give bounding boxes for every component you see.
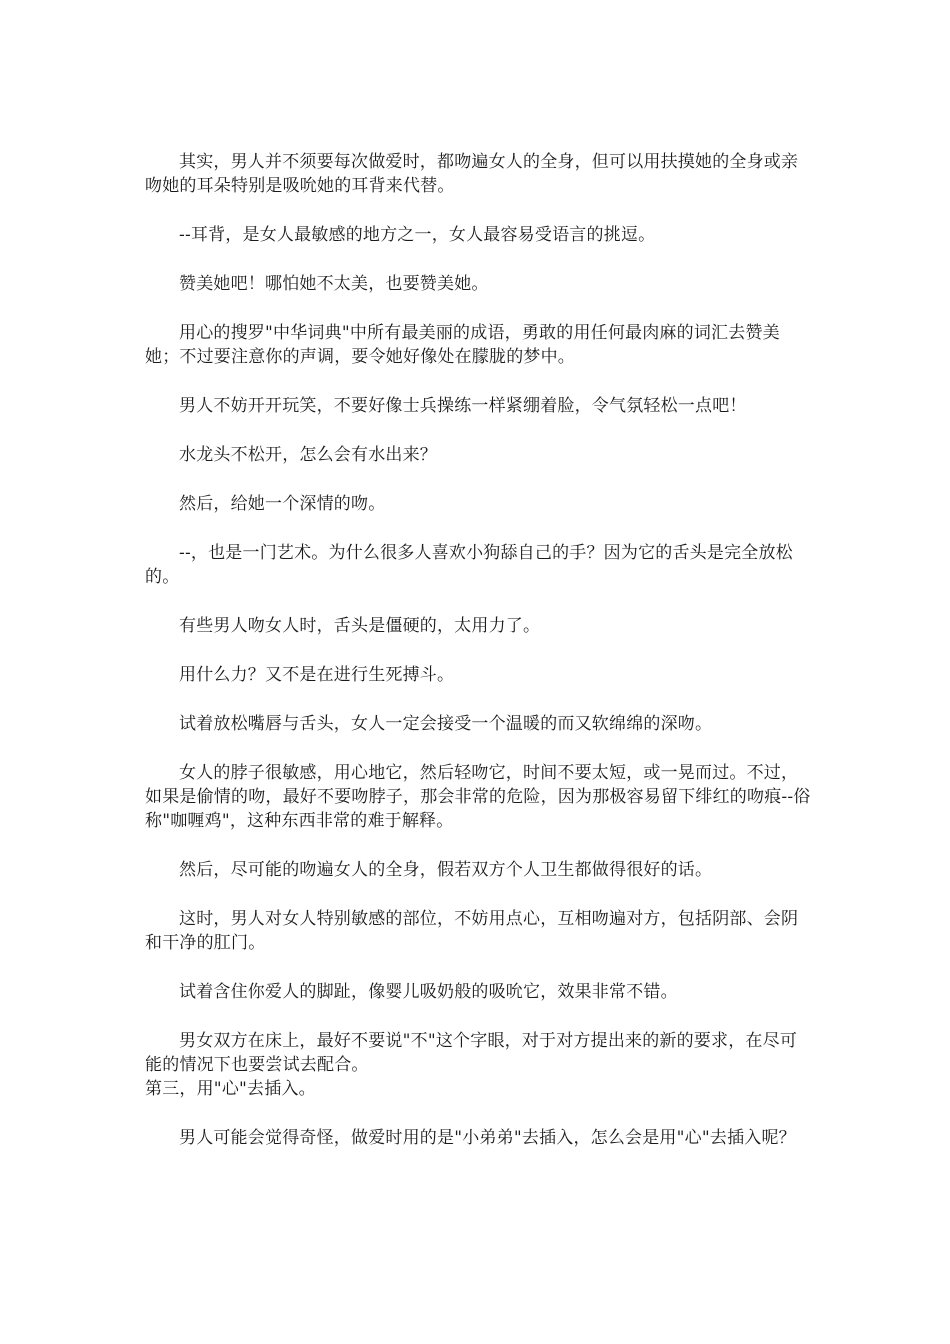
paragraph: 男人可能会觉得奇怪，做爱时用的是"小弟弟"去插入，怎么会是用"心"去插入呢？ (179, 1128, 796, 1148)
paragraph: 试着含住你爱人的脚趾，像婴儿吸奶般的吸吮它，效果非常不错。 (179, 982, 678, 1002)
paragraph: 用心的搜罗"中华词典"中所有最美丽的成语，勇敢的用任何最肉麻的词汇去赞美她；不过要注意你的声调，要令她好像处在朦胧的梦中。 (145, 323, 780, 367)
paragraph: --，也是一门艺术。为什么很多人喜欢小狗舔自己的手？因为它的舌头是完全放松的。 (145, 543, 793, 587)
paragraph: 女人的脖子很敏感，用心地它，然后轻吻它，时间不要太短，或一晃而过。不过，如果是偷情的吻，最好不要吻脖子，那会非常的危险，因为那极容易留下绯红的吻痕--俗称"咖喱鸡"，这种东西非常的难于解释。 (145, 763, 811, 831)
paragraph: 然后，给她一个深情的吻。 (179, 494, 386, 514)
paragraph: 男人不妨开开玩笑，不要好像士兵操练一样紧绷着脸，令气氛轻松一点吧！ (179, 396, 747, 416)
paragraph: 试着放松嘴唇与舌头，女人一定会接受一个温暖的而又软绵绵的深吻。 (179, 714, 713, 734)
paragraph: 用什么力？又不是在进行生死搏斗。 (179, 665, 455, 685)
paragraph: 然后，尽可能的吻遍女人的全身，假若双方个人卫生都做得很好的话。 (179, 860, 713, 880)
paragraph: 有些男人吻女人时，舌头是僵硬的，太用力了。 (179, 616, 541, 636)
paragraph: 男女双方在床上，最好不要说"不"这个字眼，对于对方提出来的新的要求，在尽可能的情况下也要尝试去配合。 (145, 1031, 798, 1075)
section-heading: 第三，用"心"去插入。 (145, 1079, 316, 1099)
paragraph: --耳背，是女人最敏感的地方之一，女人最容易受语言的挑逗。 (179, 225, 656, 245)
paragraph: 这时，男人对女人特别敏感的部位，不妨用点心，互相吻遍对方，包括阴部、会阴和干净的肛门。 (145, 909, 799, 953)
document-body (145, 150, 813, 1175)
paragraph: 其实，男人并不须要每次做爱时，都吻遍女人的全身，但可以用扶摸她的全身或亲吻她的耳朵特别是吸吮她的耳背来代替。 (145, 152, 799, 196)
paragraph: 水龙头不松开，怎么会有水出来？ (179, 445, 437, 465)
paragraph: 赞美她吧！哪怕她不太美，也要赞美她。 (179, 274, 489, 294)
